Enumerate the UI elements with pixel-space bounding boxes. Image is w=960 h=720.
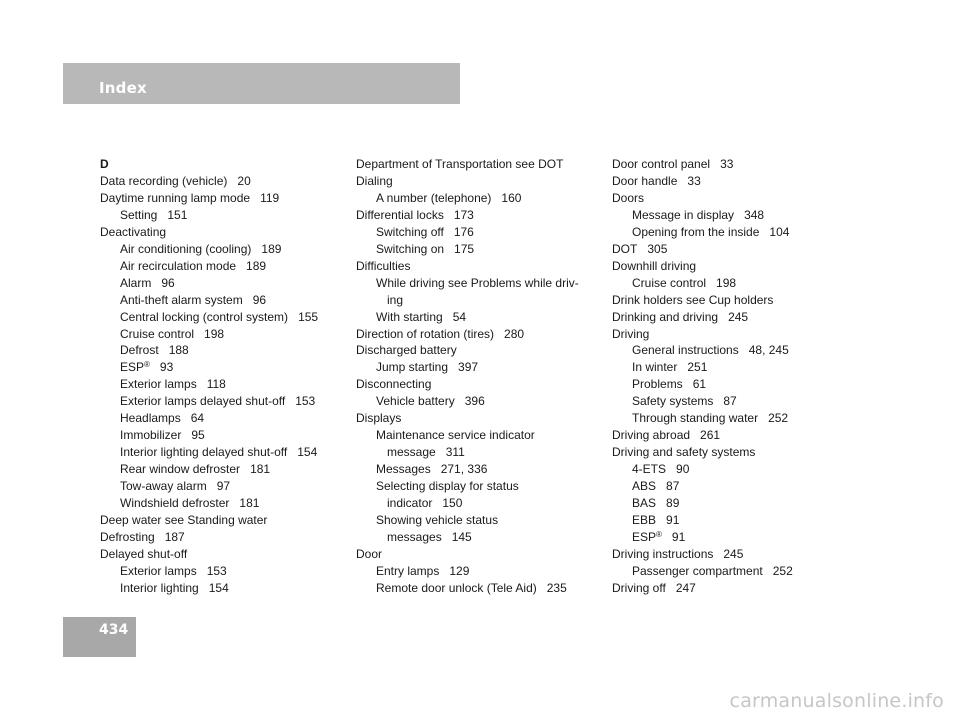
index-term: Air conditioning (cooling) xyxy=(120,241,252,256)
index-entry xyxy=(356,546,606,563)
index-entry xyxy=(356,512,606,529)
index-term: Deactivating xyxy=(100,224,167,239)
index-page-ref: 187 xyxy=(164,529,185,544)
index-entry xyxy=(612,173,862,190)
index-page-ref: 155 xyxy=(298,309,319,324)
index-entry xyxy=(100,326,350,343)
index-entry xyxy=(612,427,862,444)
index-page-ref: 154 xyxy=(208,580,229,595)
index-term: Defrosting xyxy=(100,529,155,544)
index-page-ref: 97 xyxy=(216,479,231,494)
index-term: Delayed shut-off xyxy=(100,546,188,561)
index-entry xyxy=(100,309,350,326)
index-page-ref: 87 xyxy=(666,479,680,494)
index-term: Vehicle battery xyxy=(376,394,455,409)
index-entry xyxy=(356,580,606,597)
index-term: Differential locks xyxy=(356,207,444,222)
index-term: Showing vehicle status xyxy=(376,513,499,528)
index-page-ref: 175 xyxy=(454,241,475,256)
index-entry xyxy=(356,275,606,292)
index-term: Problems xyxy=(632,377,683,392)
index-term: DOT xyxy=(612,241,638,256)
index-term: Door control panel xyxy=(612,157,711,171)
index-term: Door handle xyxy=(612,173,678,188)
index-entry xyxy=(100,190,350,207)
index-term: Switching off xyxy=(376,224,444,239)
index-term: While driving see Problems while driv- xyxy=(376,275,579,290)
index-entry xyxy=(356,258,606,275)
index-page-ref: 245 xyxy=(728,309,749,324)
index-term: Rear window defroster xyxy=(120,462,241,477)
index-entry xyxy=(612,224,862,241)
index-column-2 xyxy=(356,156,606,597)
index-page-ref: 348 xyxy=(744,207,765,222)
index-entry xyxy=(356,376,606,393)
index-entry xyxy=(100,173,350,190)
index-entry xyxy=(100,512,350,529)
registered-mark: ® xyxy=(144,360,150,370)
index-entry xyxy=(612,326,862,343)
index-page-ref: 271, 336 xyxy=(440,462,488,477)
index-page-ref: 189 xyxy=(246,258,267,273)
index-term: Entry lamps xyxy=(376,563,440,578)
index-entry xyxy=(612,495,862,512)
header-band xyxy=(63,63,460,104)
index-entry xyxy=(100,207,350,224)
index-page-ref: 90 xyxy=(676,462,690,477)
index-entry xyxy=(612,393,862,410)
index-term: Opening from the inside xyxy=(632,224,760,239)
index-term: Department of Transportation see DOT xyxy=(356,157,564,171)
index-entry xyxy=(100,359,350,376)
index-entry xyxy=(100,580,350,597)
index-term: Cruise control xyxy=(120,326,195,341)
index-term: Displays xyxy=(356,411,402,426)
index-page-ref: 176 xyxy=(453,224,474,239)
index-page-ref: 397 xyxy=(458,360,479,375)
index-entry xyxy=(612,410,862,427)
index-entry xyxy=(100,461,350,478)
index-page-ref: 91 xyxy=(671,529,686,544)
index-term: Disconnecting xyxy=(356,377,432,392)
index-term: Direction of rotation (tires) xyxy=(356,326,495,341)
index-page-ref: 311 xyxy=(445,445,465,460)
index-entry xyxy=(356,359,606,376)
index-entry xyxy=(612,258,862,275)
index-page-ref: 87 xyxy=(723,394,737,409)
index-term: Drinking and driving xyxy=(612,309,719,324)
index-entry xyxy=(612,563,862,580)
index-term: ESP xyxy=(120,360,145,375)
index-page-ref: 96 xyxy=(252,292,267,307)
index-column-3 xyxy=(612,156,862,597)
index-page-ref: 95 xyxy=(191,428,205,443)
index-entry xyxy=(356,427,606,444)
index-entry xyxy=(356,410,606,427)
index-term: Daytime running lamp mode xyxy=(100,190,251,205)
index-entry xyxy=(100,563,350,580)
index-page-ref: 153 xyxy=(295,394,316,409)
index-term: Maintenance service indicator xyxy=(376,428,535,443)
index-page-ref: 93 xyxy=(159,360,174,375)
index-page-ref: 89 xyxy=(666,496,680,511)
index-entry xyxy=(612,444,862,461)
index-term: Switching on xyxy=(376,241,445,256)
index-entry xyxy=(356,156,606,173)
index-letter-heading xyxy=(100,156,350,173)
index-term: message xyxy=(387,445,436,460)
index-entry xyxy=(612,292,862,309)
index-term: Exterior lamps xyxy=(120,377,197,392)
index-term: Passenger compartment xyxy=(632,563,763,578)
index-page-ref: 54 xyxy=(452,309,467,324)
index-page-ref: 33 xyxy=(687,173,701,188)
index-page-ref: 96 xyxy=(161,275,175,290)
index-term: Remote door unlock (Tele Aid) xyxy=(376,580,537,595)
index-entry xyxy=(612,512,862,529)
index-entry xyxy=(100,292,350,309)
index-entry xyxy=(100,495,350,512)
index-entry xyxy=(612,342,862,359)
index-term: EBB xyxy=(632,513,657,528)
index-term: Downhill driving xyxy=(612,258,697,273)
index-entry xyxy=(100,258,350,275)
index-page-ref: 198 xyxy=(204,326,225,341)
index-entry xyxy=(356,444,606,461)
index-entry xyxy=(612,376,862,393)
index-term: Interior lighting xyxy=(120,580,199,595)
page-title: Index xyxy=(99,79,147,97)
index-entry xyxy=(612,359,862,376)
index-term: Drink holders see Cup holders xyxy=(612,292,774,307)
index-page-ref: 280 xyxy=(504,326,525,341)
index-page-ref: 20 xyxy=(237,173,251,188)
index-term: Discharged battery xyxy=(356,343,457,358)
index-term: With starting xyxy=(376,309,443,324)
index-term: BAS xyxy=(632,496,657,511)
index-entry xyxy=(612,478,862,495)
index-term: Tow-away alarm xyxy=(120,479,207,494)
page-number: 434 xyxy=(99,622,129,638)
index-term: General instructions xyxy=(632,343,739,358)
index-page-ref: 150 xyxy=(442,496,463,511)
index-column-1 xyxy=(100,156,350,597)
index-entry xyxy=(356,393,606,410)
index-page-ref: 145 xyxy=(451,529,472,544)
index-entry xyxy=(356,292,606,309)
index-term: Driving instructions xyxy=(612,546,714,561)
index-term: Central locking (control system) xyxy=(120,309,289,324)
index-page-ref: 160 xyxy=(501,190,522,205)
index-term: Anti-theft alarm system xyxy=(120,292,243,307)
index-page-ref: 151 xyxy=(167,207,188,222)
index-page-ref: 252 xyxy=(768,411,789,426)
index-term: Messages xyxy=(376,462,431,477)
index-entry xyxy=(100,478,350,495)
index-term: Through standing water xyxy=(632,411,759,426)
index-page-ref: 91 xyxy=(666,513,680,528)
index-entry xyxy=(100,342,350,359)
index-page-ref: 252 xyxy=(772,563,793,578)
index-page-ref: 198 xyxy=(716,275,737,290)
index-entry xyxy=(612,546,862,563)
watermark: carmanualsonline.info xyxy=(729,690,944,712)
index-page-ref: 173 xyxy=(453,207,474,222)
index-page-ref: 188 xyxy=(168,343,189,358)
index-term: D xyxy=(100,157,109,171)
index-entry xyxy=(100,393,350,410)
index-term: Setting xyxy=(120,207,158,222)
index-entry xyxy=(612,156,862,173)
index-page-ref: 118 xyxy=(206,377,226,392)
index-page-ref: 396 xyxy=(464,394,485,409)
index-term: Air recirculation mode xyxy=(120,258,237,273)
index-page-ref: 181 xyxy=(250,462,271,477)
index-entry xyxy=(356,342,606,359)
index-page-ref: 181 xyxy=(239,496,260,511)
index-term: Difficulties xyxy=(356,258,411,273)
index-entry xyxy=(100,444,350,461)
index-page-ref: 48, 245 xyxy=(748,343,789,358)
registered-mark: ® xyxy=(656,529,662,539)
index-page-ref: 235 xyxy=(546,580,567,595)
index-term: 4-ETS xyxy=(632,462,667,477)
index-term: Doors xyxy=(612,190,645,205)
index-term: Driving xyxy=(612,326,650,341)
index-page-ref: 119 xyxy=(260,190,280,205)
index-page-ref: 33 xyxy=(720,157,734,171)
index-entry xyxy=(356,461,606,478)
index-term: Safety systems xyxy=(632,394,714,409)
index-entry xyxy=(612,309,862,326)
index-term: A number (telephone) xyxy=(376,190,492,205)
index-page-ref: 261 xyxy=(700,428,721,443)
index-entry xyxy=(356,326,606,343)
index-entry xyxy=(100,376,350,393)
index-term: ing xyxy=(387,292,404,307)
index-entry xyxy=(100,224,350,241)
index-term: Immobilizer xyxy=(120,428,182,443)
index-term: Selecting display for status xyxy=(376,479,519,494)
index-entry xyxy=(356,207,606,224)
index-term: Driving and safety systems xyxy=(612,445,756,460)
index-entry xyxy=(100,529,350,546)
index-term: Cruise control xyxy=(632,275,707,290)
page-number-box xyxy=(63,617,136,657)
index-entry xyxy=(612,580,862,597)
index-page-ref: 64 xyxy=(190,411,205,426)
index-term: indicator xyxy=(387,496,433,511)
index-term: Windshield defroster xyxy=(120,496,230,511)
index-entry xyxy=(100,546,350,563)
index-page-ref: 305 xyxy=(647,241,668,256)
index-entry xyxy=(356,309,606,326)
index-entry xyxy=(100,241,350,258)
index-entry xyxy=(356,495,606,512)
index-entry xyxy=(612,275,862,292)
index-term: Message in display xyxy=(632,207,735,222)
index-entry xyxy=(100,427,350,444)
index-term: Data recording (vehicle) xyxy=(100,173,228,188)
index-entry xyxy=(356,224,606,241)
index-page-ref: 154 xyxy=(297,445,318,460)
index-entry xyxy=(356,529,606,546)
index-term: Headlamps xyxy=(120,411,181,426)
index-term: Driving off xyxy=(612,580,666,595)
index-entry xyxy=(612,190,862,207)
index-entry xyxy=(612,529,862,546)
index-page-ref: 129 xyxy=(449,563,470,578)
index-term: Interior lighting delayed shut-off xyxy=(120,445,288,460)
index-term: Defrost xyxy=(120,343,159,358)
index-term: Exterior lamps delayed shut-off xyxy=(120,394,286,409)
index-entry xyxy=(100,410,350,427)
index-term: Deep water see Standing water xyxy=(100,513,268,528)
index-term: messages xyxy=(387,529,442,544)
index-term: Exterior lamps xyxy=(120,563,197,578)
index-page-ref: 245 xyxy=(723,546,744,561)
index-term: Jump starting xyxy=(376,360,449,375)
index-page-ref: 247 xyxy=(675,580,696,595)
index-term: ESP xyxy=(632,529,657,544)
index-entry xyxy=(356,173,606,190)
index-page-ref: 189 xyxy=(261,241,282,256)
index-entry xyxy=(356,478,606,495)
index-page-ref: 61 xyxy=(692,377,707,392)
index-page-ref: 104 xyxy=(769,224,790,239)
index-term: In winter xyxy=(632,360,678,375)
index-term: Dialing xyxy=(356,173,393,188)
index-entry xyxy=(356,563,606,580)
index-entry xyxy=(356,241,606,258)
index-entry xyxy=(612,461,862,478)
index-entry xyxy=(612,207,862,224)
index-term: ABS xyxy=(632,479,657,494)
index-term: Driving abroad xyxy=(612,428,691,443)
index-page-ref: 153 xyxy=(206,563,227,578)
index-entry xyxy=(356,190,606,207)
index-entry xyxy=(100,275,350,292)
index-term: Door xyxy=(356,546,383,561)
index-page-ref: 251 xyxy=(687,360,708,375)
index-term: Alarm xyxy=(120,275,152,290)
index-entry xyxy=(612,241,862,258)
